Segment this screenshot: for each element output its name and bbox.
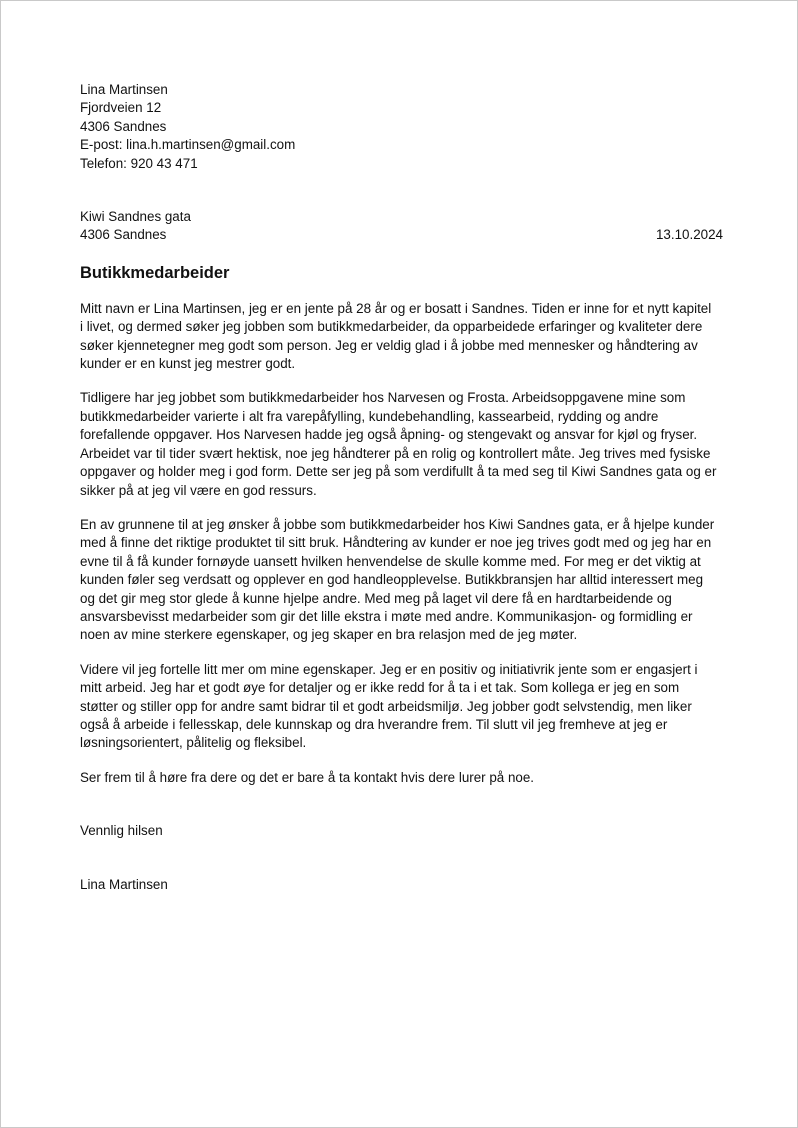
text-line: Videre vil jeg fortelle litt mer om mine egenskaper. Jeg er en positiv og initiativrik jente som er engasjert i xyxy=(80,661,698,677)
text-line: forefallende oppgaver. Hos Narvesen hadde jeg også åpning- og stengevakt og ansvar for kjøl og fryser. xyxy=(80,427,698,443)
text-line: søker kjennetegner meg godt som person. Jeg er veldig glad i å jobbe med mennesker og håndtering av xyxy=(80,337,698,353)
text-line: og det gir meg stor glede å kunne hjelpe andre. Med meg på laget vil dere få en hardtarbeidende og xyxy=(80,590,672,606)
closing-salutation: Vennlig hilsen xyxy=(80,823,163,839)
recipient-name: Kiwi Sandnes gata xyxy=(80,209,191,225)
sender-name: Lina Martinsen xyxy=(80,82,168,97)
text-line: butikkmedarbeider varierte i alt fra varepåfylling, kundebehandling, kassearbeid, rydding og andre xyxy=(80,408,659,424)
recipient-postcode: 4306 Sandnes xyxy=(80,227,167,243)
text-line: Tidligere har jeg jobbet som butikkmedarbeider hos Narvesen og Frosta. Arbeidsoppgavene mine som xyxy=(80,390,686,406)
sender-address xyxy=(80,81,723,173)
letter-body xyxy=(80,81,723,894)
text-line: Arbeidet var til tider svært hektisk, noe jeg håndterer på en rolig og kontrollert måte. Jeg trives med fysiske xyxy=(80,445,711,461)
text-line: mitt arbeid. Jeg har et godt øye for detaljer og er ikke redd for å ta i et tak. Som kollega er jeg en som xyxy=(80,680,680,696)
letter-date: 13.10.2024 xyxy=(655,227,723,243)
recipient-address xyxy=(80,208,723,245)
text-line: kunder er en kunst jeg mestrer godt. xyxy=(80,356,296,372)
text-line: også å arbeide i fellesskap, dele kunnskap og dra hverandre frem. Til slutt vil jeg fremheve at jeg er xyxy=(80,716,668,732)
sender-email: E-post: lina.h.martinsen@gmail.com xyxy=(80,137,296,153)
signature-name: Lina Martinsen xyxy=(80,876,168,892)
sender-postcode: 4306 Sandnes xyxy=(80,118,167,134)
text-line: i livet, og dermed søker jeg jobben som butikkmedarbeider, da opparbeidede erfaringer og kvaliteter dere xyxy=(80,319,703,335)
paragraph-qualities xyxy=(80,661,723,753)
text-line: kunden føler seg verdsatt og opplever en god handleopplevelse. Butikkbransjen har alltid interessert meg xyxy=(80,572,704,588)
text-line: ansvarsbevisst medarbeider som gir det lille ekstra i møte med andre. Kommunikasjon- og formidling er xyxy=(80,608,693,624)
text-line: Ser frem til å høre fra dere og det er bare å ta kontakt hvis dere lurer på noe. xyxy=(80,769,535,785)
text-line: oppgaver og holder meg i god form. Dette ser jeg på som verdifullt å ta med seg til Kiwi Sandnes gata og er xyxy=(80,464,717,480)
text-line: evne til å få kunder fornøyde uansett hvilken henvendelse de skulle komme med. For meg er det viktig at xyxy=(80,553,701,569)
letter-heading: Butikkmedarbeider xyxy=(80,263,230,282)
paragraph-closing-remark xyxy=(80,769,723,787)
text-line: løsningsorientert, pålitelig og fleksibel. xyxy=(80,735,307,751)
sender-phone: Telefon: 920 43 471 xyxy=(80,155,198,171)
text-line: støtter og stiller opp for andre samt bidrar til et godt arbeidsmiljø. Jeg jobber godt selvstendig, men liker xyxy=(80,698,692,714)
text-line: sikker på at jeg vil være en god ressurs. xyxy=(80,482,317,498)
paragraph-motivation xyxy=(80,516,723,645)
text-line: Mitt navn er Lina Martinsen, jeg er en jente på 28 år og er bosatt i Sandnes. Tiden er inne for et nytt kapitel xyxy=(80,300,712,316)
text-line: noen av mine sterkere egenskaper, og jeg skaper en bra relasjon med de jeg møter. xyxy=(80,627,578,643)
paragraph-intro xyxy=(80,300,723,374)
paragraph-experience xyxy=(80,389,723,499)
text-line: En av grunnene til at jeg ønsker å jobbe som butikkmedarbeider hos Kiwi Sandnes gata, er å hjelpe kunder xyxy=(80,516,715,532)
sender-street: Fjordveien 12 xyxy=(80,100,162,116)
text-line: med å finne det riktige produktet til sitt bruk. Håndtering av kunder er noe jeg trives godt med og jeg har en xyxy=(80,535,712,551)
